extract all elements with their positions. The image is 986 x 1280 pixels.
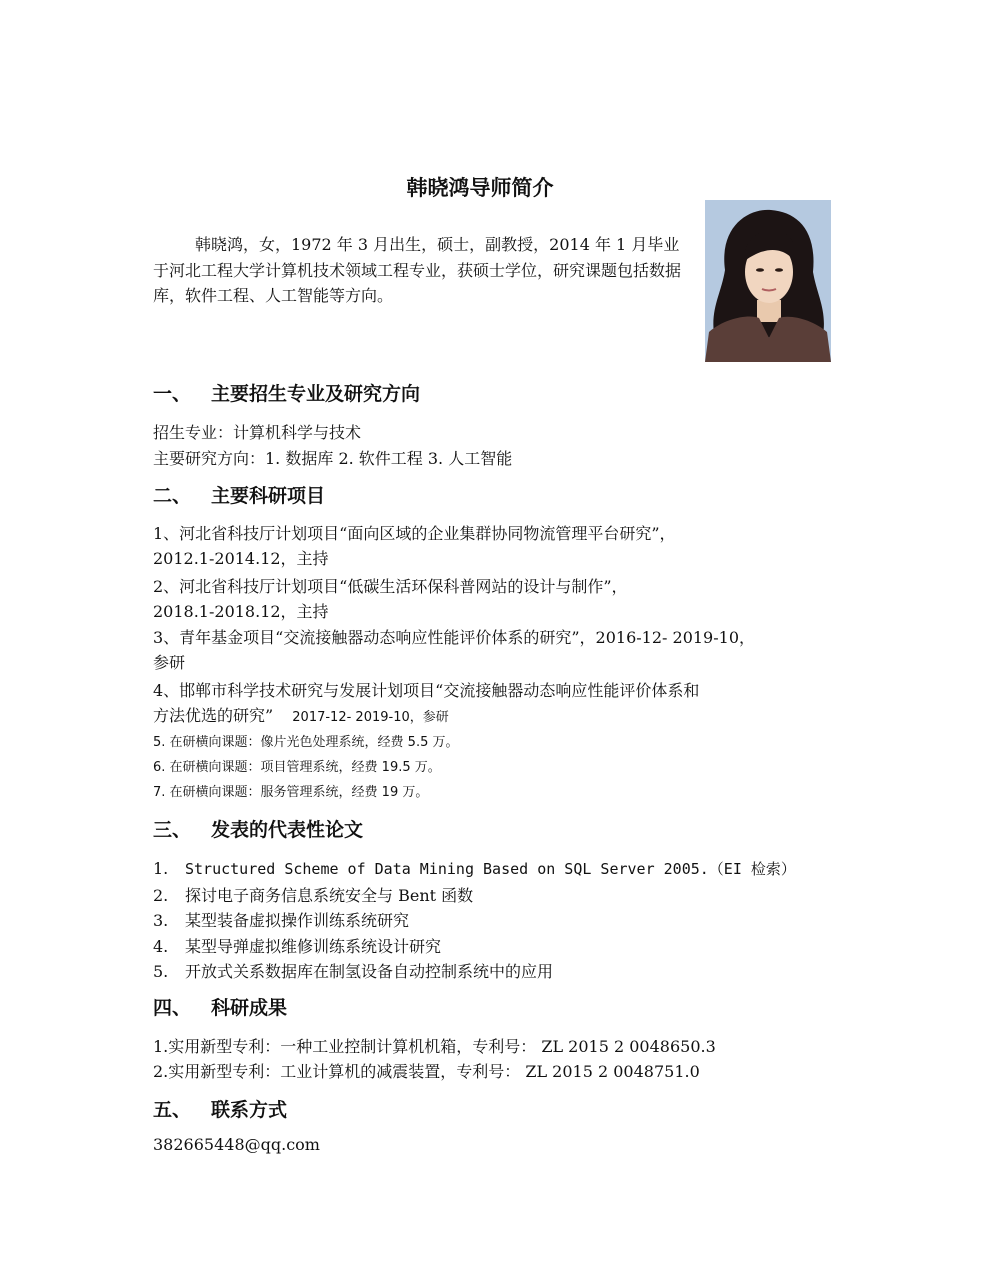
paper-item: 5. 开放式关系数据库在制氢设备自动控制系统中的应用 <box>153 962 554 981</box>
page-title: 韩晓鸿导师简介 <box>406 176 554 200</box>
project-2-line-2: 2018.1-2018.12，主持 <box>153 602 329 621</box>
project-2-line-1: 2、河北省科技厅计划项目“低碳生活环保科普网站的设计与制作”， <box>153 577 628 596</box>
section-number: 四、 <box>153 997 192 1019</box>
project-3-line-1: 3、青年基金项目“交流接触器动态响应性能评价体系的研究”，2016-12- 2019-10， <box>153 628 756 647</box>
project-4-title-end: 方法优选的研究” <box>153 706 274 725</box>
section-title: 科研成果 <box>211 997 288 1019</box>
paper-item: 3. 某型装备虚拟操作训练系统研究 <box>153 911 410 930</box>
project-6: 6. 在研横向课题：项目管理系统，经费 19.5 万。 <box>153 760 441 775</box>
section-number: 五、 <box>153 1099 192 1121</box>
project-4-period: 2017-12- 2019-10，参研 <box>292 710 449 725</box>
paper-item: 2. 探讨电子商务信息系统安全与 Bent 函数 <box>153 885 474 905</box>
section-heading-3 <box>153 815 363 842</box>
section-number: 二、 <box>153 485 192 507</box>
section-heading-1 <box>153 379 420 406</box>
section-title: 主要科研项目 <box>211 485 326 507</box>
paper-item: 4. 某型导弹虚拟维修训练系统设计研究 <box>153 936 442 956</box>
section-heading-5 <box>153 1095 287 1122</box>
section-heading-4 <box>153 993 287 1020</box>
section-number: 一、 <box>153 383 192 405</box>
result-1: 1.实用新型专利：一种工业控制计算机机箱，专利号： ZL 2015 2 0048650.3 <box>153 1037 716 1056</box>
intro-paragraph: 韩晓鸿，女，1972 年 3 月出生，硕士，副教授，2014 年 1 月毕业于河北工程大学计算机技术领域工程专业，获硕士学位，研究课题包括数据库，软件工程、人工智能等方向。 <box>153 235 682 305</box>
admission-major: 招生专业：计算机科学与技术 <box>153 423 362 442</box>
project-1-line-1: 1、河北省科技厅计划项目“面向区域的企业集群协同物流管理平台研究”， <box>153 524 676 543</box>
paper-item: 1. Structured Scheme of Data Mining Based on SQL Server 2005.（EI 检索） <box>153 859 796 878</box>
section-number: 三、 <box>153 819 192 841</box>
project-5: 5. 在研横向课题：像片光色处理系统，经费 5.5 万。 <box>153 735 459 750</box>
project-4-line-1: 4、邯郸市科学技术研究与发展计划项目“交流接触器动态响应性能评价体系和 <box>153 681 700 700</box>
project-7: 7. 在研横向课题：服务管理系统，经费 19 万。 <box>153 785 429 800</box>
project-1-line-2: 2012.1-2014.12，主持 <box>153 549 329 568</box>
research-directions: 主要研究方向：1. 数据库 2. 软件工程 3. 人工智能 <box>153 449 513 468</box>
project-4-line-2 <box>153 703 449 726</box>
section-title: 主要招生专业及研究方向 <box>211 383 421 405</box>
project-3-line-2: 参研 <box>153 653 186 672</box>
result-2: 2.实用新型专利：工业计算机的减震装置，专利号： ZL 2015 2 0048751.0 <box>153 1062 700 1081</box>
contact-email[interactable]: 382665448@qq.com <box>153 1135 320 1154</box>
portrait-image <box>705 200 831 362</box>
section-title: 联系方式 <box>211 1099 288 1121</box>
paper-list <box>153 856 796 985</box>
section-heading-2 <box>153 481 325 508</box>
portrait-photo <box>705 200 831 362</box>
section-title: 发表的代表性论文 <box>211 819 364 841</box>
